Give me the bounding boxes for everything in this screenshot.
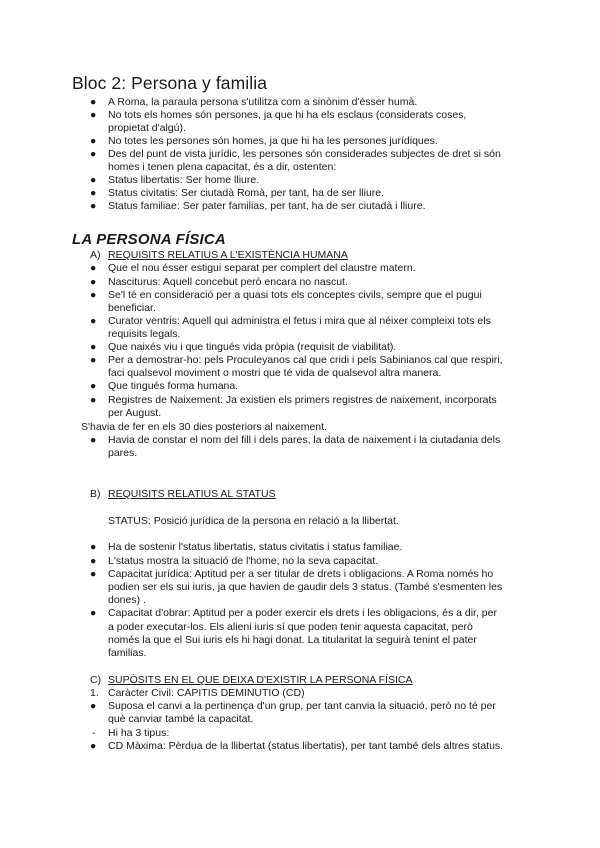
section-b-heading: REQUISITS RELATIUS AL STATUS	[108, 488, 276, 500]
note-text: S'havia de fer en els 30 dies posteriors al naixement.	[81, 421, 327, 433]
list-item-cont: faci qualsevol moviment o mostri que té vida de qualsevol altra manera.	[108, 367, 442, 379]
list-item-cont: què canviar també la capacitat.	[108, 713, 254, 725]
list-item-cont: requisits legals.	[108, 328, 181, 340]
bullet-icon: ●	[90, 200, 97, 212]
list-item: CD Màxima: Pèrdua de la llibertat (status libertatis), per tant també dels altres status.	[108, 740, 504, 752]
dash-item: Hi ha 3 tipus:	[108, 727, 170, 739]
list-item-cont: dones) .	[108, 594, 146, 606]
bullet-icon: ●	[90, 700, 97, 712]
intro-item-cont: homes i tenen plena capacitat, és a dir, ostenten:	[108, 161, 337, 173]
bullet-icon: ●	[90, 394, 97, 406]
list-item-cont: beneficiar.	[108, 302, 156, 314]
list-item: Nasciturus: Aquell concebut però encara no nascut.	[108, 276, 348, 288]
list-item: Que naixés viu i que tingués vida pròpia (requisit de viabilitat).	[108, 341, 397, 353]
list-item: Curator ventris: Aquell qui administra el fetus i mira que al néixer compleixi tots els	[108, 315, 491, 327]
bullet-icon: ●	[90, 341, 97, 353]
list-item-cont: pares.	[108, 447, 138, 459]
bullet-icon: ●	[90, 148, 97, 160]
bullet-icon: ●	[90, 109, 97, 121]
dash-marker: -	[92, 727, 96, 739]
intro-item-cont: propietat d'algú).	[108, 122, 186, 134]
list-item: Se'l té en consideració per a quasi tots els conceptes civils, sempre que el pugui	[108, 289, 482, 301]
section-marker: C)	[90, 674, 102, 686]
bullet-icon: ●	[90, 541, 97, 553]
list-item: Per a demostrar-ho: pels Proculeyanos cal que cridi i pels Sabinianos cal que respiri,	[108, 354, 503, 366]
numbered-item: Caràcter Civil: CAPITIS DEMINUTIO (CD)	[108, 687, 305, 699]
bullet-icon: ●	[90, 380, 97, 392]
bullet-icon: ●	[90, 262, 97, 274]
section-a-heading: REQUISITS RELATIUS A L'EXISTÈNCIA HUMANA	[108, 249, 348, 261]
bullet-icon: ●	[90, 740, 97, 752]
bullet-icon: ●	[90, 174, 97, 186]
list-item: Capacitat d'obrar: Aptitud per a poder exercir els drets i les obligacions, és a dir, per	[108, 607, 497, 619]
intro-item: Status civitatis: Ser ciutadà Romà, per tant, ha de ser lliure.	[108, 187, 385, 199]
intro-item: A Roma, la paraula persona s'utilitza com a sinònim d'ésser humà.	[108, 96, 418, 108]
bullet-icon: ●	[90, 607, 97, 619]
intro-item: Des del punt de vista jurídic, les persones són considerades subjectes de dret si són	[108, 148, 501, 160]
bullet-icon: ●	[90, 555, 97, 567]
section-title: LA PERSONA FÍSICA	[72, 231, 226, 248]
list-item-cont: podien ser els sui iuris, ja que havien de gaudir dels 3 status. (També s'esmenten les	[108, 581, 503, 593]
list-item: Havia de constar el nom del fill i dels pares, la data de naixement i la ciutadania dels	[108, 434, 501, 446]
list-item: Ha de sostenir l'status libertatis, status civitatis i status familiae.	[108, 541, 403, 553]
list-item-cont: només la que el Sui iuris els hi hagi donat. La titularitat la seguirà tenint el pater	[108, 634, 477, 646]
section-marker: B)	[90, 488, 101, 500]
bullet-icon: ●	[90, 315, 97, 327]
bullet-icon: ●	[90, 96, 97, 108]
list-item: Que el nou ésser estigui separat per complert del claustre matern.	[108, 262, 416, 274]
section-c-heading: SUPÒSITS EN EL QUE DEIXA D'EXISTIR LA PERSONA FÍSICA	[108, 674, 413, 686]
section-marker: A)	[90, 249, 101, 261]
intro-item: Status familiae: Ser pater familias, per tant, ha de ser ciutadà i lliure.	[108, 200, 426, 212]
intro-item: Status libertatis: Ser home lliure.	[108, 174, 260, 186]
bullet-icon: ●	[90, 568, 97, 580]
bullet-icon: ●	[90, 276, 97, 288]
list-item: Suposa el canvi a la pertinença d'un grup, per tant canvia la situació, però no té per	[108, 700, 496, 712]
list-item: Que tingués forma humana.	[108, 380, 239, 392]
bullet-icon: ●	[90, 354, 97, 366]
intro-item: No totes les persones són homes, ja que hi ha les persones jurídiques.	[108, 135, 438, 147]
list-item: Registres de Naixement: Ja existien els primers registres de naixement, incorporats	[108, 394, 497, 406]
intro-item: No tots els homes són persones, ja que hi ha els esclaus (considerats coses,	[108, 109, 467, 121]
list-item-cont: familias.	[108, 647, 147, 659]
bullet-icon: ●	[90, 187, 97, 199]
list-item-cont: per August.	[108, 407, 162, 419]
page-title: Bloc 2: Persona y familia	[72, 73, 268, 93]
definition-text: STATUS: Posició jurídica de la persona en relació a la llibertat.	[108, 515, 399, 527]
list-item: Capacitat jurídica: Aptitud per a ser titular de drets i obligacions. A Roma només ho	[108, 568, 494, 580]
list-item-cont: a poder executar-los. Els alieni iuris sí que poden tenir aquesta capacitat, però	[108, 621, 473, 633]
bullet-icon: ●	[90, 289, 97, 301]
bullet-icon: ●	[90, 135, 97, 147]
numbered-marker: 1.	[90, 687, 99, 699]
bullet-icon: ●	[90, 434, 97, 446]
list-item: L'status mostra la situació de l'home, no la seva capacitat.	[108, 555, 379, 567]
